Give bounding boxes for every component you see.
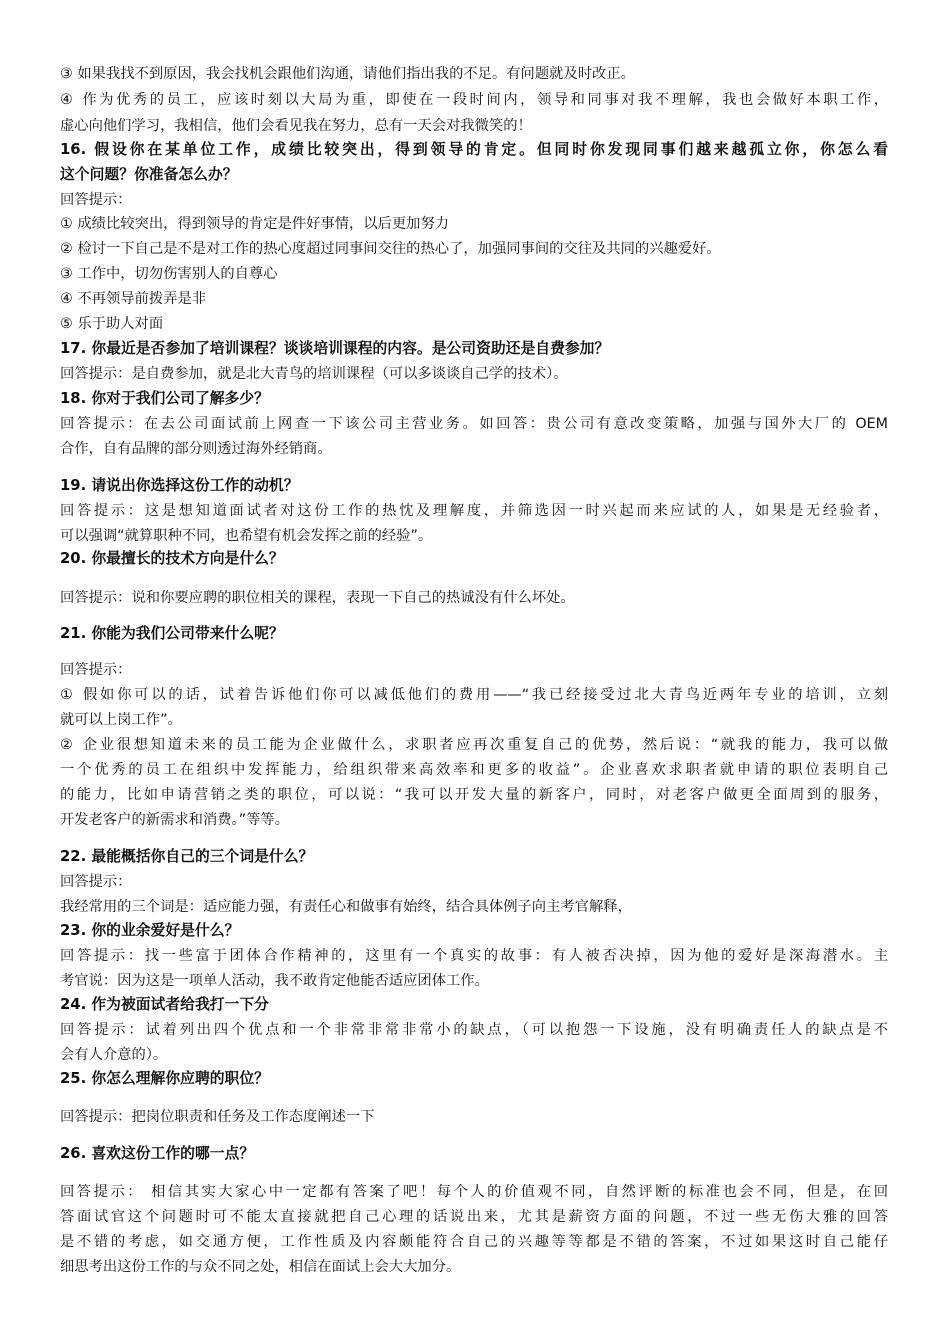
- list-item: ⑤ 乐于助人对面: [60, 316, 164, 332]
- list-item: ④ 不再领导前拨弄是非: [60, 291, 207, 307]
- list-item: ② 检讨一下自己是不是对工作的热心度超过同事间交往的热心了，加强同事间的交往及共同的兴趣爱好。: [60, 241, 721, 257]
- answer-text: 可以强调“就算职种不同，也希望有机会发挥之前的经验”。: [60, 528, 433, 544]
- answer-text: 会有人介意的）。: [60, 1047, 168, 1063]
- list-item: ① 成绩比较突出，得到领导的肯定是件好事情，以后更加努力: [60, 216, 450, 232]
- answer-hint-label: 回答提示：: [60, 874, 132, 890]
- answer-text: 我经常用的三个词是：适应能力强，有责任心和做事有始终，结合具体例子向主考官解释，: [60, 899, 632, 915]
- answer-text: 回答提示：在去公司面试前上网查一下该公司主营业务。如回答：贵公司有意改变策略，加强与国外大厂的 OEM: [60, 416, 888, 432]
- answer-text: 回答提示：说和你要应聘的职位相关的课程，表现一下自己的热诚没有什么坏处。: [60, 590, 575, 606]
- answer-text: 合作，自有品牌的部分则透过海外经销商。: [60, 441, 332, 457]
- question-heading: 23. 你的业余爱好是什么？: [60, 922, 240, 939]
- text-line: ④ 作为优秀的员工，应该时刻以大局为重，即使在一段时间内，领导和同事对我不理解，我也会做好本职工作，: [60, 92, 888, 108]
- answer-text: 回答提示：这是想知道面试者对这份工作的热忱及理解度，并筛选因一时兴起而来应试的人，如果是无经验者，: [60, 503, 888, 519]
- question-heading: 22. 最能概括你自己的三个词是什么？: [60, 848, 314, 865]
- list-item: ③ 工作中，切勿伤害别人的自尊心: [60, 266, 278, 282]
- answer-text: 细思考出这份工作的与众不同之处，相信在面试上会大大加分。: [60, 1259, 461, 1275]
- text-line: ③ 如果我找不到原因，我会找机会跟他们沟通，请他们指出我的不足。有问题就及时改正。: [60, 66, 635, 82]
- text-line: 虚心向他们学习，我相信，他们会看见我在努力，总有一天会对我微笑的！: [60, 118, 532, 134]
- question-heading: 20. 你最擅长的技术方向是什么？: [60, 550, 284, 567]
- answer-text: 是不错的考虑，如交通方便，工作性质及内容颇能符合自己的兴趣等等都是不错的答案，不过如果这时自己能仔: [60, 1234, 888, 1250]
- list-item: 就可以上岗工作”。: [60, 712, 182, 728]
- question-heading: 19. 请说出你选择这份工作的动机？: [60, 477, 299, 494]
- answer-text: 回答提示：找一些富于团体合作精神的，这里有一个真实的故事：有人被否决掉，因为他的爱好是深海潜水。主: [60, 948, 888, 964]
- answer-text: 回答提示：是自费参加，就是北大青鸟的培训课程（可以多谈谈自己学的技术）。: [60, 366, 568, 382]
- list-item: 开发老客户的新需求和消费。”等等。: [60, 812, 290, 828]
- question-heading: 26. 喜欢这份工作的哪一点？: [60, 1145, 255, 1162]
- answer-text: 回答提示：试着列出四个优点和一个非常非常非常小的缺点，（可以抱怨一下设施，没有明确责任人的缺点是不: [60, 1022, 888, 1038]
- answer-hint-label: 回答提示：: [60, 192, 132, 208]
- question-heading: 21. 你能为我们公司带来什么呢？: [60, 625, 284, 642]
- question-heading: 17. 你最近是否参加了培训课程？谈谈培训课程的内容。是公司资助还是自费参加？: [60, 340, 610, 357]
- question-heading: 18. 你对于我们公司了解多少？: [60, 390, 269, 407]
- answer-text: 回答提示：把岗位职责和任务及工作态度阐述一下: [60, 1109, 375, 1125]
- question-heading: 这个问题？你准备怎么办？: [60, 166, 238, 183]
- answer-text: 考官说：因为这是一项单人活动，我不敢肯定他能否适应团体工作。: [60, 973, 489, 989]
- list-item: 的能力，比如申请营销之类的职位，可以说：“我可以开发大量的新客户，同时，对老客户做更全面周到的服务，: [60, 787, 888, 803]
- question-heading: 25. 你怎么理解你应聘的职位？: [60, 1070, 269, 1087]
- list-item: 一个优秀的员工在组织中发挥能力，给组织带来高效率和更多的收益”。企业喜欢求职者就申请的职位表明自己: [60, 762, 888, 778]
- list-item: ① 假如你可以的话，试着告诉他们你可以减低他们的费用——“我已经接受过北大青鸟近两年专业的培训，立刻: [60, 687, 888, 703]
- answer-text: 回答提示： 相信其实大家心中一定都有答案了吧！每个人的价值观不同，自然评断的标准也会不同，但是，在回: [60, 1184, 888, 1200]
- question-heading: 24. 作为被面试者给我打一下分: [60, 996, 269, 1013]
- answer-hint-label: 回答提示：: [60, 662, 132, 678]
- answer-text: 答面试官这个问题时可不能太直接就把自己心理的话说出来，尤其是薪资方面的问题，不过一些无伤大雅的回答: [60, 1209, 888, 1225]
- question-heading: 16. 假设你在某单位工作，成绩比较突出，得到领导的肯定。但同时你发现同事们越来越孤立你，你怎么看: [60, 141, 888, 158]
- list-item: ② 企业很想知道未来的员工能为企业做什么，求职者应再次重复自己的优势，然后说：“就我的能力，我可以做: [60, 737, 888, 753]
